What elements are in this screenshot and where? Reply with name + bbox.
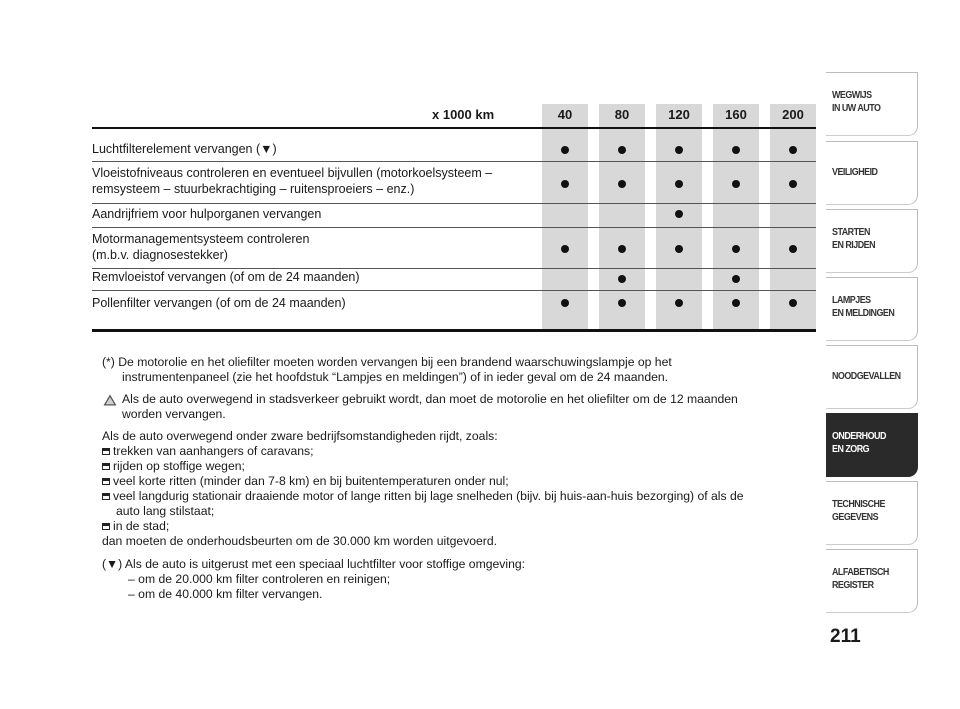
warning-triangle-icon bbox=[103, 394, 117, 406]
schedule-dot bbox=[618, 146, 626, 154]
schedule-dot bbox=[675, 180, 683, 188]
sidebar-tab-onderhoud[interactable] bbox=[826, 413, 918, 477]
sidebar-tab-veiligheid[interactable] bbox=[826, 141, 918, 205]
sidebar-tab-technische[interactable] bbox=[826, 481, 918, 545]
row-label: Vloeistofniveaus controleren en eventueel bijvullen (motorkoelsysteem – remsysteem – stuurbekrachtiging – ruitensproeiers – enz.) bbox=[92, 166, 493, 196]
row-divider bbox=[92, 161, 816, 162]
row-divider bbox=[92, 203, 816, 204]
warning-note-line2: worden vervangen. bbox=[122, 407, 226, 421]
sidebar-tab-lampjes[interactable] bbox=[826, 277, 918, 341]
bullet-item: in de stad; bbox=[102, 519, 169, 534]
schedule-dot bbox=[675, 210, 683, 218]
sidebar-tab-label: ALFABETISCH REGISTER bbox=[832, 566, 889, 591]
schedule-dot bbox=[618, 299, 626, 307]
row-label: Remvloeistof vervangen (of om de 24 maanden) bbox=[92, 270, 360, 284]
bullet-item: veel korte ritten (minder dan 7-8 km) en bij buitentemperaturen onder nul; bbox=[102, 474, 509, 489]
schedule-dot bbox=[732, 146, 740, 154]
sidebar-tab-starten[interactable] bbox=[826, 209, 918, 273]
page-number: 211 bbox=[830, 626, 861, 647]
schedule-dot bbox=[675, 299, 683, 307]
warning-note-line1: Als de auto overwegend in stadsverkeer gebruikt wordt, dan moet de motorolie en het oliefilter om de 12 maanden bbox=[122, 392, 738, 406]
schedule-dot bbox=[789, 180, 797, 188]
row-divider bbox=[92, 227, 816, 228]
asterisk-note-line2: instrumentenpaneel (zie het hoofdstuk “Lampjes en meldingen”) of in ieder geval om de 24 maanden. bbox=[122, 370, 669, 384]
schedule-dot bbox=[732, 299, 740, 307]
sidebar-tab-label: VEILIGHEID bbox=[832, 166, 878, 178]
schedule-dot bbox=[618, 275, 626, 283]
schedule-dot bbox=[789, 146, 797, 154]
header-km-40: 40 bbox=[557, 107, 573, 122]
asterisk-note-line1: (*) De motorolie en het oliefilter moeten worden vervangen bij een brandend waarschuwingslampje op het bbox=[102, 355, 672, 369]
schedule-dot bbox=[618, 245, 626, 253]
header-km-80: 80 bbox=[614, 107, 630, 122]
checkbox-bullet-icon bbox=[102, 463, 110, 470]
schedule-dot bbox=[561, 299, 569, 307]
sidebar-tab-label: ONDERHOUD EN ZORG bbox=[832, 430, 886, 455]
checkbox-bullet-icon bbox=[102, 493, 110, 500]
schedule-dot bbox=[732, 245, 740, 253]
air-filter-note-line1: (▼) Als de auto is uitgerust met een speciaal luchtfilter voor stoffige omgeving: bbox=[102, 557, 526, 571]
schedule-dot bbox=[732, 180, 740, 188]
header-km-120: 120 bbox=[668, 107, 690, 122]
schedule-dot bbox=[561, 245, 569, 253]
sidebar-tab-label: NOODGEVALLEN bbox=[832, 370, 901, 382]
schedule-dot bbox=[561, 146, 569, 154]
bullet-item-continuation: auto lang stilstaat; bbox=[116, 504, 215, 518]
bullet-item: rijden op stoffige wegen; bbox=[102, 459, 245, 474]
row-divider bbox=[92, 290, 816, 291]
header-km-160: 160 bbox=[725, 107, 747, 122]
column-shade bbox=[599, 104, 645, 330]
header-km-200: 200 bbox=[782, 107, 804, 122]
row-label: Pollenfilter vervangen (of om de 24 maanden) bbox=[92, 296, 346, 310]
heavy-conditions-outro: dan moeten de onderhoudsbeurten om de 30.000 km worden uitgevoerd. bbox=[102, 534, 498, 548]
schedule-dot bbox=[675, 146, 683, 154]
sidebar-tab-label: LAMPJES EN MELDINGEN bbox=[832, 294, 895, 319]
schedule-dot bbox=[732, 275, 740, 283]
checkbox-bullet-icon bbox=[102, 448, 110, 455]
row-label: Motormanagementsysteem controleren (m.b.v. diagnosestekker) bbox=[92, 232, 310, 262]
sidebar-tab-noodgevallen[interactable] bbox=[826, 345, 918, 409]
header-unit: x 1000 km bbox=[432, 107, 495, 122]
sidebar-tab-label: TECHNISCHE GEGEVENS bbox=[832, 498, 885, 523]
header-divider bbox=[92, 127, 816, 129]
sidebar-tab-wegwijs[interactable] bbox=[826, 72, 918, 136]
schedule-dot bbox=[618, 180, 626, 188]
column-shade bbox=[542, 104, 588, 330]
column-shade bbox=[713, 104, 759, 330]
schedule-dot bbox=[675, 245, 683, 253]
row-label: Luchtfilterelement vervangen (▼) bbox=[92, 142, 277, 156]
sidebar-tab-label: STARTEN EN RIJDEN bbox=[832, 226, 876, 251]
air-filter-note-line3: – om de 40.000 km filter vervangen. bbox=[128, 587, 323, 601]
sidebar-tab-label: WEGWIJS IN UW AUTO bbox=[832, 89, 881, 114]
checkbox-bullet-icon bbox=[102, 478, 110, 485]
table-bottom-rule bbox=[92, 329, 816, 332]
row-label: Aandrijfriem voor hulporganen vervangen bbox=[92, 207, 322, 221]
maintenance-schedule-table bbox=[92, 104, 816, 332]
bullet-item: trekken van aanhangers of caravans; bbox=[102, 444, 314, 459]
air-filter-note-line2: – om de 20.000 km filter controleren en reinigen; bbox=[128, 572, 391, 586]
schedule-dot bbox=[789, 245, 797, 253]
column-shade bbox=[770, 104, 816, 330]
checkbox-bullet-icon bbox=[102, 523, 110, 530]
schedule-dot bbox=[561, 180, 569, 188]
schedule-dot bbox=[789, 299, 797, 307]
sidebar-tab-alfabetisch[interactable] bbox=[826, 549, 918, 613]
heavy-conditions-intro: Als de auto overwegend onder zware bedrijfsomstandigheden rijdt, zoals: bbox=[102, 429, 498, 443]
bullet-item: veel langdurig stationair draaiende motor of lange ritten bij lage snelheden (bijv. bij huis-aan-huis bezorging) of als de bbox=[102, 489, 744, 504]
